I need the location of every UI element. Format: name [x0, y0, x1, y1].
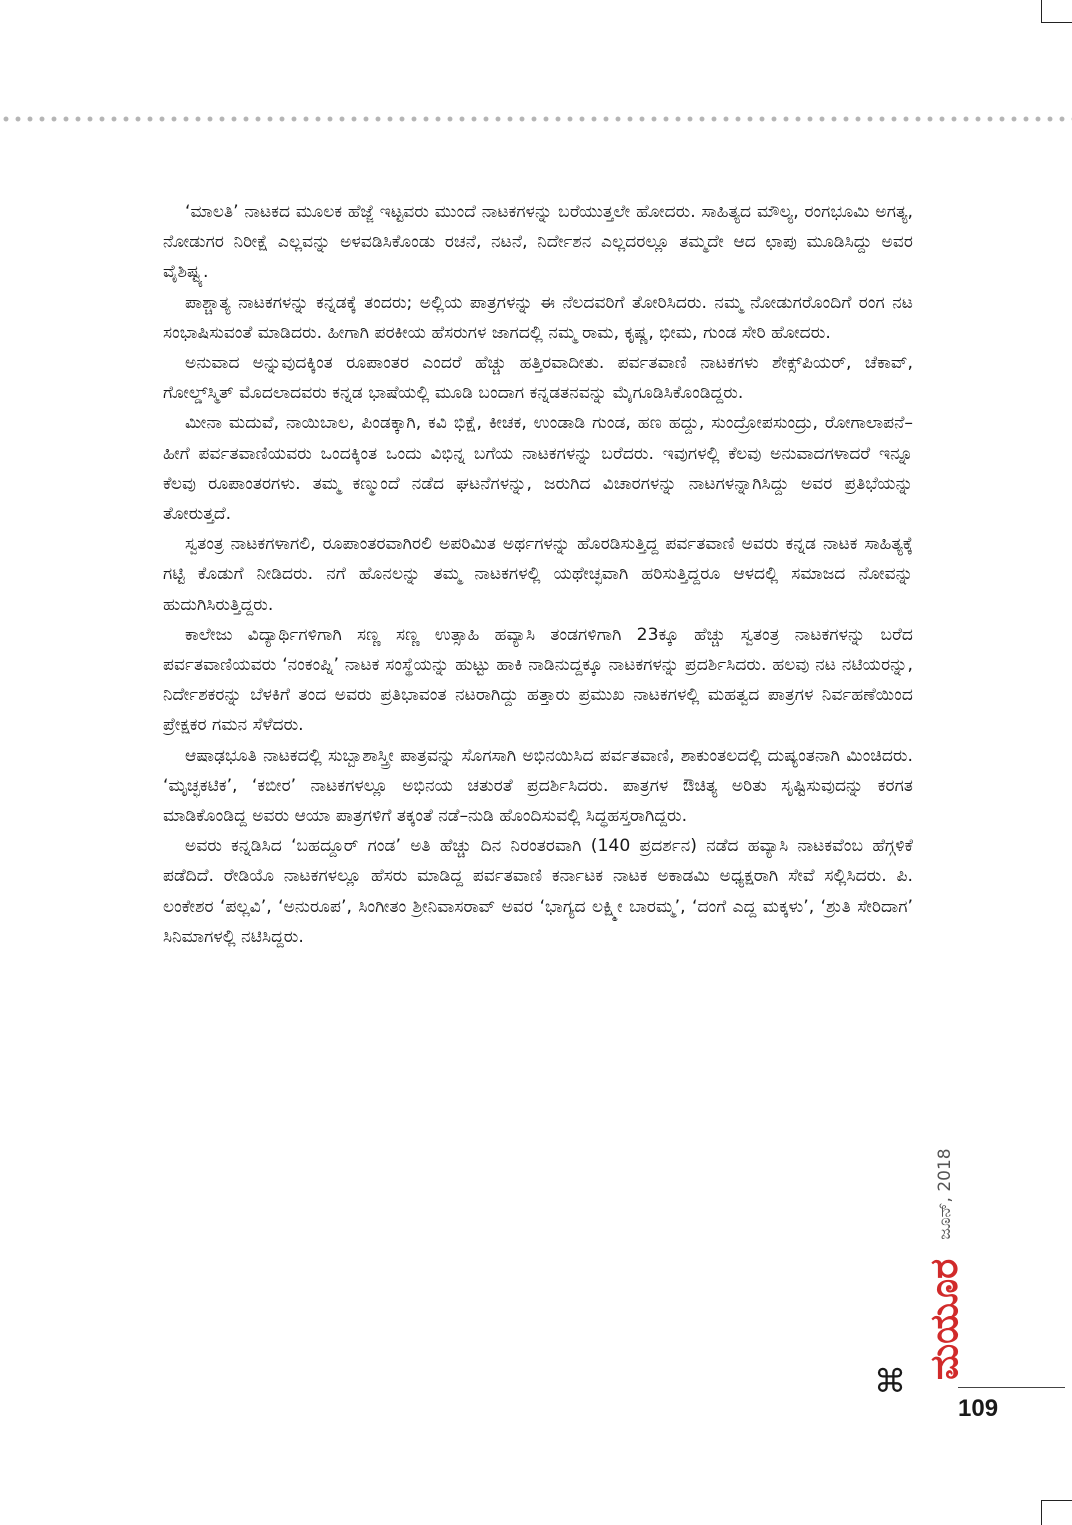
paragraph-4: ಮೀನಾ ಮದುವೆ, ನಾಯಿಬಾಲ, ಪಿಂಡಕ್ಕಾಗಿ, ಕವಿ ಭಿಕ್ಷೆ, ಕೀಚಕ, ಉಂಡಾಡಿ ಗುಂಡ, ಹಣ ಹದ್ದು, ಸುಂದ್ರೋಪಸುಂದ್ರು, ರೋಗಾಲಾಪನೆ– ಹೀಗೆ ಪರ್ವತವಾಣಿಯವರು ಒಂದಕ್ಕಿಂತ ಒಂದು ವಿಭಿನ್ನ ಬಗೆಯ ನಾಟಕಗಳನ್ನು ಬರೆದರು. ಇವುಗಳಲ್ಲಿ ಕೆಲವು ಅನುವಾದಗಳಾದರೆ ಇನ್ನೂ ಕೆಲವು ರೂಪಾಂತರಗಳು. ತಮ್ಮ ಕಣ್ಮುಂದೆ ನಡೆದ ಘಟನೆಗಳನ್ನು, ಜರುಗಿದ ವಿಚಾರಗಳನ್ನು ನಾಟಗಳನ್ನಾಗಿಸಿದ್ದು ಅವರ ಪ್ರತಿಭೆಯನ್ನು ತೋರುತ್ತದೆ.	[163, 413, 913, 525]
crop-mark-bottom-vertical	[1041, 1500, 1042, 1525]
page-number-rule	[958, 1387, 1065, 1388]
end-of-article-icon: ⌘	[874, 1362, 906, 1400]
crop-mark-top-vertical	[1041, 0, 1042, 23]
magazine-sidebar	[922, 1148, 967, 1380]
paragraph-7: ಆಷಾಢಭೂತಿ ನಾಟಕದಲ್ಲಿ ಸುಬ್ಬಾಶಾಸ್ತ್ರೀ ಪಾತ್ರವನ್ನು ಸೊಗಸಾಗಿ ಅಭಿನಯಿಸಿದ ಪರ್ವತವಾಣಿ, ಶಾಕುಂತಲದಲ್ಲಿ ದುಷ್ಯಂತನಾಗಿ ಮಿಂಚಿದರು. ‘ಮೃಚ್ಛಕಟಿಕ’, ‘ಕಬೀರ’ ನಾಟಕಗಳಲ್ಲೂ ಅಭಿನಯ ಚತುರತೆ ಪ್ರದರ್ಶಿಸಿದರು. ಪಾತ್ರಗಳ ಔಚಿತ್ಯ ಅರಿತು ಸೃಷ್ಟಿಸುವುದನ್ನು ಕರಗತ ಮಾಡಿಕೊಂಡಿದ್ದ ಅವರು ಆಯಾ ಪಾತ್ರಗಳಿಗೆ ತಕ್ಕಂತೆ ನಡೆ–ನುಡಿ ಹೊಂದಿಸುವಲ್ಲಿ ಸಿದ್ಧಹಸ್ತರಾಗಿದ್ದರು.	[163, 745, 913, 827]
magazine-name: ಮಯೂರ	[922, 1258, 966, 1380]
paragraph-6: ಕಾಲೇಜು ವಿದ್ಯಾರ್ಥಿಗಳಿಗಾಗಿ ಸಣ್ಣ ಸಣ್ಣ ಉತ್ಸಾಹಿ ಹವ್ಯಾಸಿ ತಂಡಗಳಿಗಾಗಿ 23ಕ್ಕೂ ಹೆಚ್ಚು ಸ್ವತಂತ್ರ ನಾಟಕಗಳನ್ನು ಬರೆದ ಪರ್ವತವಾಣಿಯವರು ‘ನಂಕಂಪ್ನಿ’ ನಾಟಕ ಸಂಸ್ಥೆಯನ್ನು ಹುಟ್ಟು ಹಾಕಿ ನಾಡಿನುದ್ದಕ್ಕೂ ನಾಟಕಗಳನ್ನು ಪ್ರದರ್ಶಿಸಿದರು. ಹಲವು ನಟ ನಟಿಯರನ್ನು, ನಿರ್ದೇಶಕರನ್ನು ಬೆಳಕಿಗೆ ತಂದ ಅವರು ಪ್ರತಿಭಾವಂತ ನಟರಾಗಿದ್ದು ಹತ್ತಾರು ಪ್ರಮುಖ ನಾಟಕಗಳಲ್ಲಿ ಮಹತ್ವದ ಪಾತ್ರಗಳ ನಿರ್ವಹಣೆಯಿಂದ ಪ್ರೇಕ್ಷಕರ ಗಮನ ಸೆಳೆದರು.	[163, 624, 913, 736]
crop-mark-bottom-horizontal	[1041, 1500, 1072, 1501]
issue-date: ಜೂನ್, 2018	[934, 1148, 955, 1240]
dotted-divider	[0, 115, 1072, 123]
paragraph-2: ಪಾಶ್ಚಾತ್ಯ ನಾಟಕಗಳನ್ನು ಕನ್ನಡಕ್ಕೆ ತಂದರು; ಅಲ್ಲಿಯ ಪಾತ್ರಗಳನ್ನು ಈ ನೆಲದವರಿಗೆ ತೋರಿಸಿದರು. ನಮ್ಮ ನೋಡುಗರೊಂದಿಗೆ ರಂಗ ನಟ ಸಂಭಾಷಿಸುವಂತೆ ಮಾಡಿದರು. ಹೀಗಾಗಿ ಪರಕೀಯ ಹೆಸರುಗಳ ಜಾಗದಲ್ಲಿ ನಮ್ಮ ರಾಮ, ಕೃಷ್ಣ, ಭೀಮ, ಗುಂಡ ಸೇರಿ ಹೋದರು.	[163, 292, 913, 343]
page-number: 109	[958, 1395, 999, 1422]
paragraph-1: ‘ಮಾಲತಿ’ ನಾಟಕದ ಮೂಲಕ ಹೆಜ್ಜೆ ಇಟ್ಟವರು ಮುಂದೆ ನಾಟಕಗಳನ್ನು ಬರೆಯುತ್ತಲೇ ಹೋದರು. ಸಾಹಿತ್ಯದ ಮೌಲ್ಯ, ರಂಗಭೂಮಿ ಅಗತ್ಯ, ನೋಡುಗರ ನಿರೀಕ್ಷೆ ಎಲ್ಲವನ್ನು ಅಳವಡಿಸಿಕೊಂಡು ರಚನೆ, ನಟನೆ, ನಿರ್ದೇಶನ ಎಲ್ಲದರಲ್ಲೂ ತಮ್ಮದೇ ಆದ ಛಾಪು ಮೂಡಿಸಿದ್ದು ಅವರ ವೈಶಿಷ್ಟ್ಯ.	[163, 202, 913, 283]
paragraph-5: ಸ್ವತಂತ್ರ ನಾಟಕಗಳಾಗಲಿ, ರೂಪಾಂತರವಾಗಿರಲಿ ಅಪರಿಮಿತ ಅರ್ಥಗಳನ್ನು ಹೊರಡಿಸುತ್ತಿದ್ದ ಪರ್ವತವಾಣಿ ಅವರು ಕನ್ನಡ ನಾಟಕ ಸಾಹಿತ್ಯಕ್ಕೆ ಗಟ್ಟಿ ಕೊಡುಗೆ ನೀಡಿದರು. ನಗೆ ಹೊನಲನ್ನು ತಮ್ಮ ನಾಟಕಗಳಲ್ಲಿ ಯಥೇಚ್ಛವಾಗಿ ಹರಿಸುತ್ತಿದ್ದರೂ ಆಳದಲ್ಲಿ ಸಮಾಜದ ನೋವನ್ನು ಹುದುಗಿಸಿರುತ್ತಿದ್ದರು.	[163, 534, 913, 615]
paragraph-8: ಅವರು ಕನ್ನಡಿಸಿದ ‘ಬಹದ್ದೂರ್ ಗಂಡ’ ಅತಿ ಹೆಚ್ಚು ದಿನ ನಿರಂತರವಾಗಿ (140 ಪ್ರದರ್ಶನ) ನಡೆದ ಹವ್ಯಾಸಿ ನಾಟಕವೆಂಬ ಹೆಗ್ಗಳಿಕೆ ಪಡೆದಿದೆ. ರೇಡಿಯೊ ನಾಟಕಗಳಲ್ಲೂ ಹೆಸರು ಮಾಡಿದ್ದ ಪರ್ವತವಾಣಿ ಕರ್ನಾಟಕ ನಾಟಕ ಅಕಾಡಮಿ ಅಧ್ಯಕ್ಷರಾಗಿ ಸೇವೆ ಸಲ್ಲಿಸಿದರು. ಪಿ. ಲಂಕೇಶರ ‘ಪಲ್ಲವಿ’, ‘ಅನುರೂಪ’, ಸಿಂಗೀತಂ ಶ್ರೀನಿವಾಸರಾವ್ ಅವರ ‘ಭಾಗ್ಯದ ಲಕ್ಷ್ಮೀ ಬಾರಮ್ಮ’, ‘ದಂಗೆ ಎದ್ದ ಮಕ್ಕಳು’, ‘ಶ್ರುತಿ ಸೇರಿದಾಗ’ ಸಿನಿಮಾಗಳಲ್ಲಿ ನಟಿಸಿದ್ದರು.	[163, 836, 913, 947]
article-body	[163, 197, 913, 952]
paragraph-3: ಅನುವಾದ ಅನ್ನುವುದಕ್ಕಿಂತ ರೂಪಾಂತರ ಎಂದರೆ ಹೆಚ್ಚು ಹತ್ತಿರವಾದೀತು. ಪರ್ವತವಾಣಿ ನಾಟಕಗಳು ಶೇಕ್ಸ್‌ಪಿಯರ್, ಚೆಕಾವ್, ಗೋಲ್ಡ್‌ಸ್ಮಿತ್ ಮೊದಲಾದವರು ಕನ್ನಡ ಭಾಷೆಯಲ್ಲಿ ಮೂಡಿ ಬಂದಾಗ ಕನ್ನಡತನವನ್ನು ಮೈಗೂಡಿಸಿಕೊಂಡಿದ್ದರು.	[163, 353, 913, 404]
crop-mark-top-horizontal	[1041, 22, 1072, 23]
